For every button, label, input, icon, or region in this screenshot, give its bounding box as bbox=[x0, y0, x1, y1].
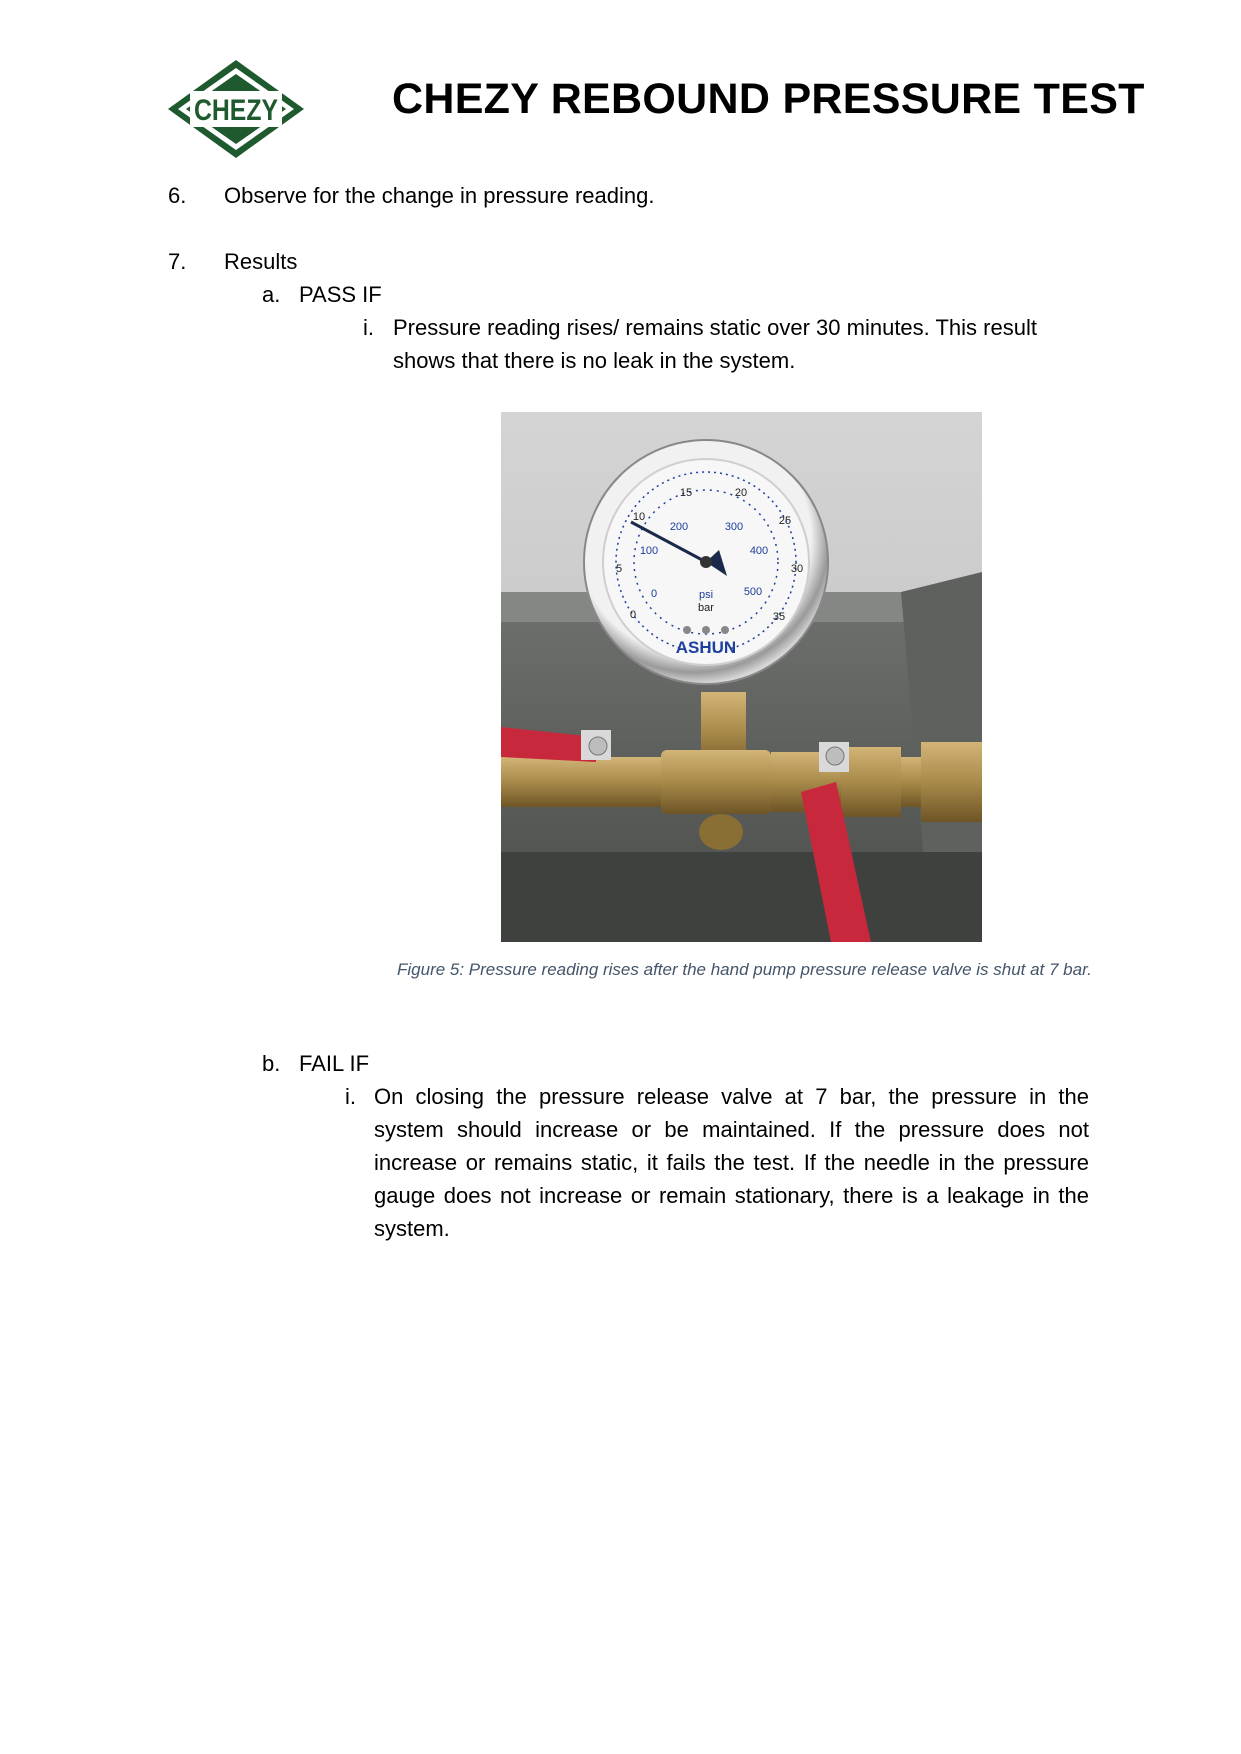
list-number: 7. bbox=[168, 249, 187, 274]
list-number: 6. bbox=[168, 183, 187, 208]
list-letter: a. bbox=[262, 282, 281, 307]
psi-tick: 200 bbox=[669, 521, 689, 533]
fail-label: FAIL IF bbox=[299, 1051, 370, 1076]
bar-tick: 15 bbox=[679, 487, 693, 499]
chezy-logo bbox=[166, 58, 306, 160]
bar-unit: bar bbox=[698, 602, 714, 614]
psi-tick: 300 bbox=[724, 521, 744, 533]
psi-tick: 500 bbox=[743, 586, 763, 598]
list-roman: i. bbox=[363, 315, 374, 340]
bar-tick: 10 bbox=[632, 511, 646, 523]
bar-tick: 25 bbox=[778, 515, 792, 527]
psi-tick: 0 bbox=[650, 588, 658, 600]
psi-unit: psi bbox=[698, 589, 714, 601]
logo-text: CHEZY bbox=[194, 94, 278, 127]
bar-tick: 0 bbox=[629, 609, 637, 621]
list-text: Results bbox=[224, 249, 298, 274]
list-letter: b. bbox=[262, 1051, 281, 1076]
fail-item-text: On closing the pressure release valve at 7 bar, the pressure in the system should increase or be maintained. If the pressure does not increase or remains static, it fails the test. If the needle in the pressure gauge does not increase or remain stationary, there is a leakage in the system. bbox=[374, 1084, 1089, 1241]
pass-label: PASS IF bbox=[299, 282, 382, 307]
bar-tick: 20 bbox=[734, 487, 748, 499]
list-roman: i. bbox=[345, 1084, 356, 1109]
psi-tick: 100 bbox=[639, 545, 659, 557]
page-title: CHEZY REBOUND PRESSURE TEST bbox=[392, 75, 1145, 123]
bar-tick: 35 bbox=[772, 611, 786, 623]
list-text: Observe for the change in pressure reading. bbox=[224, 183, 655, 208]
gauge-brand: ASHUN bbox=[675, 638, 737, 657]
pressure-gauge-photo bbox=[501, 412, 982, 942]
figure-caption: Figure 5: Pressure reading rises after the hand pump pressure release valve is shut at 7 bar. bbox=[397, 960, 1092, 979]
psi-tick: 400 bbox=[749, 545, 769, 557]
pass-item-text: Pressure reading rises/ remains static over 30 minutes. This result shows that there is no leak in the system. bbox=[393, 315, 1037, 373]
bar-tick: 30 bbox=[790, 563, 804, 575]
bar-tick: 5 bbox=[615, 563, 623, 575]
